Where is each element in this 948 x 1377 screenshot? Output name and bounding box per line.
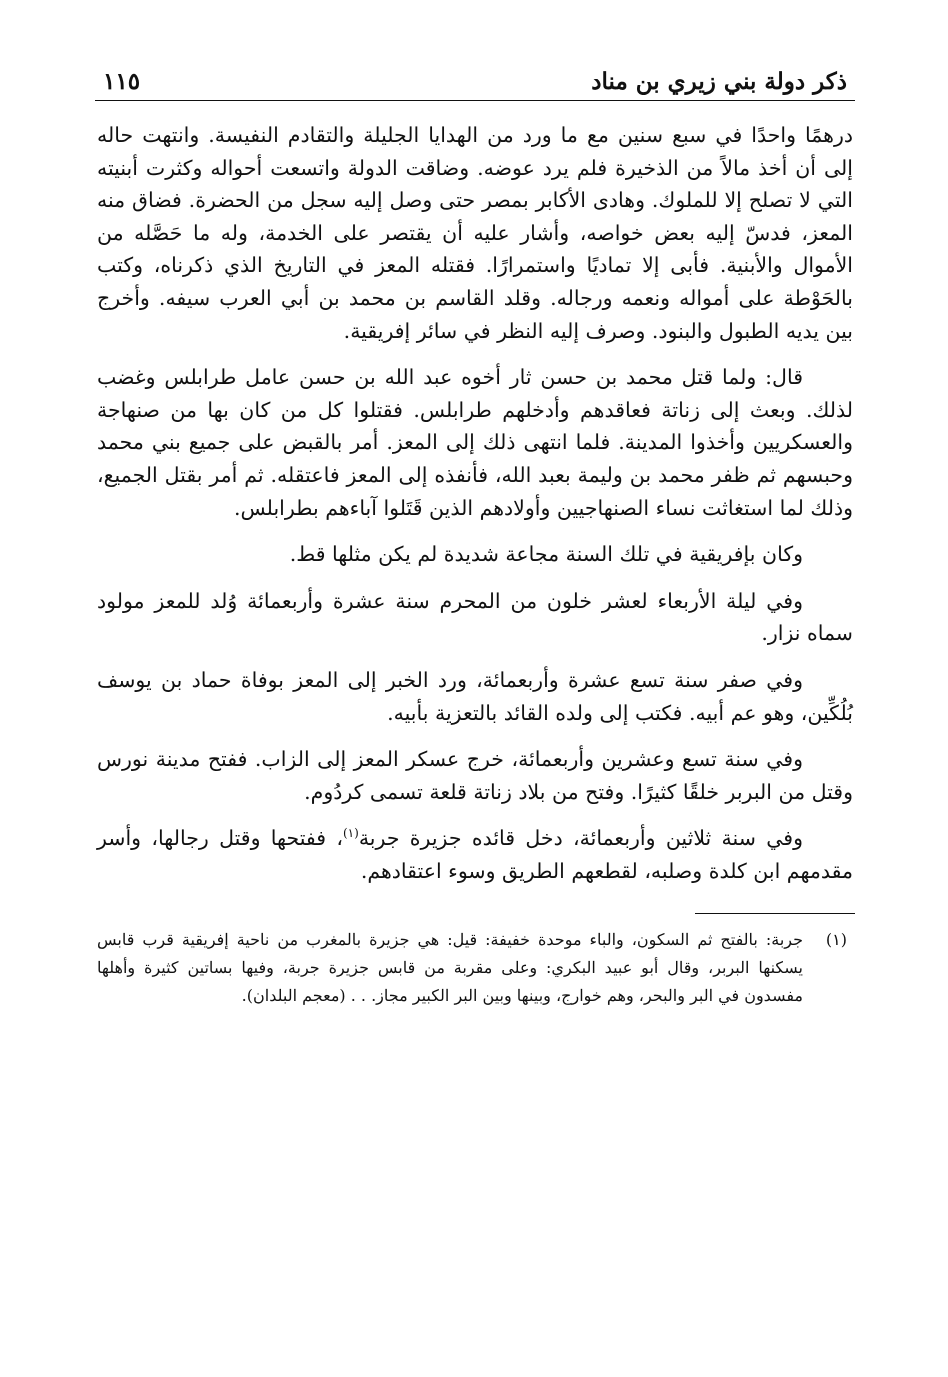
paragraph-5: وفي صفر سنة تسع عشرة وأربعمائة، ورد الخبر إلى المعز بوفاة حماد بن يوسف بُلُكِّين، وهو عم أبيه. فكتب إلى ولده القائد بالتعزية بأبيه. [97, 667, 853, 725]
footnote-marker: (١) [825, 930, 847, 950]
page-number: ١١٥ [103, 68, 141, 95]
footnote [95, 926, 855, 1010]
paragraph-2: قال: ولما قتل محمد بن حسن ثار أخوه عبد الله بن حسن عامل طرابلس وغضب لذلك. وبعث إلى زناتة فعاقدهم وأدخلهم طرابلس. فقتلوا كل من كان بها من صنهاجة والعسكريين وأخذوا المدينة. فلما انتهى ذلك إلى المعز. أمر بالقبض على جميع بني محمد وحبسهم ثم ظفر محمد بن وليمة بعبد الله، فأنفذه إلى المعز فاعتقله. ثم أمر بقتل الجميع، وذلك لما استغاثت نساء الصنهاجيين وأولادهم الذين قَتَلوا آباءهم بطرابلس. [97, 365, 853, 520]
footnote-divider [695, 913, 855, 914]
paragraph-4: وفي ليلة الأربعاء لعشر خلون من المحرم سنة عشرة وأربعمائة وُلد للمعز مولود سماه نزار. [97, 588, 853, 646]
paragraph-1: درهمًا واحدًا في سبع سنين مع ما ورد من الهدايا الجليلة والتقادم النفيسة. وانتهت حاله إلى أن أخذ مالاً من الذخيرة فلم يرد عوضه. وضاقت الدولة واتسعت أحواله وكثرت أبنيته التي لا تصلح إلا للملوك. وهادى الأكابر بمصر حتى وصل إليه سجل من الحضرة. فضاق منه المعز، فدسّ إليه بعض خواصه، وأشار عليه أن يقتصر على الخدمة، وله ما حَصَّله من الأموال والأبنية. فأبى إلا تماديًا واستمرارًا. فقتله المعز في التاريخ الذي ذكرناه، وكتب بالحَوْطة على أمواله ونعمه ورجاله. وقلد القاسم بن محمد بن أبي العرب سيفه. وأخرج بين يديه الطبول والبنود. وصرف إليه النظر في سائر إفريقية. [97, 123, 853, 343]
footnote-text: جربة: بالفتح ثم السكون، والباء موحدة خفيفة: قيل: هي جزيرة بالمغرب من ناحية إفريقية قرب قابس يسكنها البربر، وقال أبو عبيد البكري: وعلى مقربة من قابس جزيرة جربة، وفيها بساتين كثيرة وأهلها مفسدون في البر والبحر، وهم خوارج، وبينها وبين البر الكبير مجاز. . . (معجم البلدان). [97, 930, 803, 1006]
book-page [95, 62, 855, 1322]
paragraph-3: وكان بإفريقية في تلك السنة مجاعة شديدة لم يكن مثلها قط. [289, 542, 803, 567]
footnote-reference[interactable]: (١) [342, 826, 359, 841]
paragraph-7-text-after: ، ففتحها وقتل رجالها، وأسر مقدمهم ابن كلدة وصلبه، لقطعهم الطريق وسوء اعتقادهم. [97, 826, 853, 883]
paragraph-7-text-before: وفي سنة ثلاثين وأربعمائة، دخل قائده جزيرة جربة [358, 826, 803, 851]
paragraph-7 [95, 822, 855, 887]
body-text [95, 119, 855, 887]
running-header [95, 62, 855, 101]
paragraph-6: وفي سنة تسع وعشرين وأربعمائة، خرج عسكر المعز إلى الزاب. ففتح مدينة نورس وقتل من البربر خلقًا كثيرًا. وفتح من بلاد زناتة قلعة تسمى كردُوم. [97, 747, 853, 804]
chapter-title: ذكر دولة بني زيري بن مناد [591, 68, 847, 95]
